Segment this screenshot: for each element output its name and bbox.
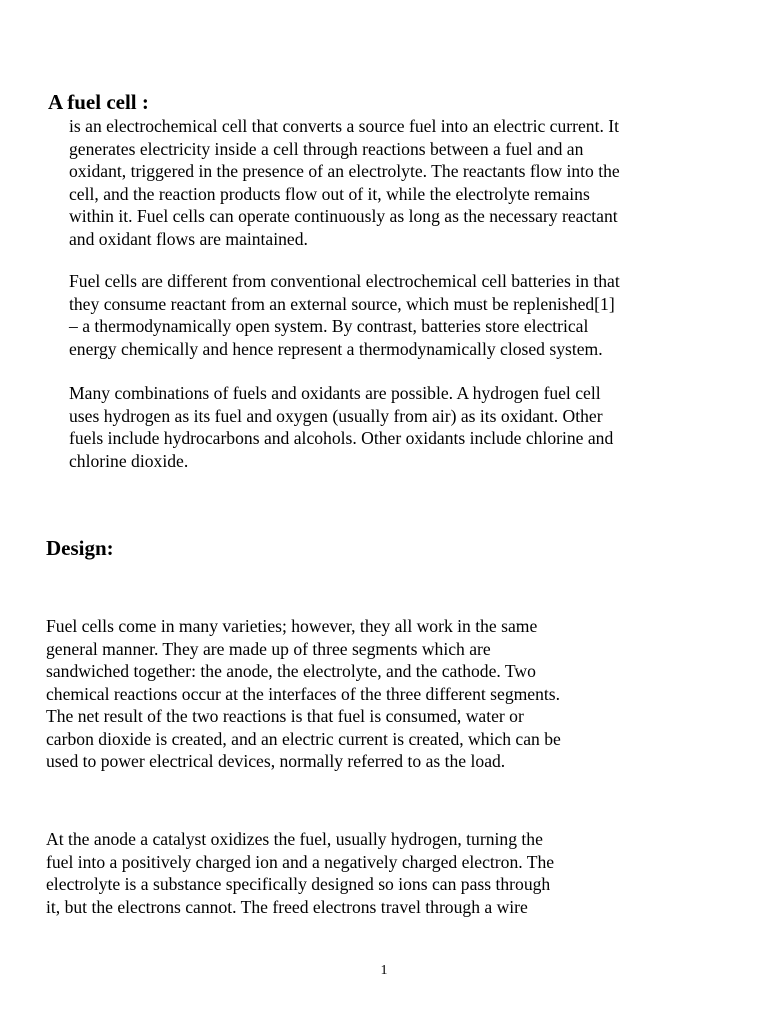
text-line: sandwiched together: the anode, the electrolyte, and the cathode. Two: [46, 661, 536, 681]
section-heading-design: Design:: [46, 536, 114, 560]
paragraph-comparison: [69, 270, 741, 360]
paragraph-anode: [46, 828, 686, 918]
text-line: cell, and the reaction products flow out of it, while the electrolyte remains: [69, 183, 590, 204]
paragraph-design-overview: [46, 615, 686, 773]
text-line: it, but the electrons cannot. The freed electrons travel through a wire: [46, 896, 528, 917]
text-line: The net result of the two reactions is that fuel is consumed, water or: [46, 706, 524, 726]
text-line: electrolyte is a substance specifically designed so ions can pass through: [46, 874, 551, 894]
text-line: oxidant, triggered in the presence of an electrolyte. The reactants flow into the: [69, 161, 620, 181]
text-line: At the anode a catalyst oxidizes the fuel, usually hydrogen, turning the: [46, 829, 543, 849]
text-line: Fuel cells come in many varieties; however, they all work in the same: [46, 616, 538, 636]
section-heading-fuel-cell: A fuel cell :: [48, 90, 149, 114]
text-line: fuel into a positively charged ion and a negatively charged electron. The: [46, 851, 555, 872]
paragraph-fuel-combinations: [69, 382, 741, 472]
text-line: – a thermodynamically open system. By contrast, batteries store electrical: [69, 316, 589, 336]
text-line: Many combinations of fuels and oxidants are possible. A hydrogen fuel cell: [69, 383, 601, 403]
text-line: within it. Fuel cells can operate continuously as long as the necessary reactant: [69, 206, 618, 226]
text-line: carbon dioxide is created, and an electric current is created, which can be: [46, 728, 561, 749]
text-line: chemical reactions occur at the interfaces of the three different segments.: [46, 683, 561, 704]
text-line: generates electricity inside a cell through reactions between a fuel and an: [69, 138, 584, 159]
text-line: used to power electrical devices, normally referred to as the load.: [46, 751, 506, 771]
text-line: energy chemically and hence represent a thermodynamically closed system.: [69, 338, 603, 359]
page-number: 1: [380, 963, 388, 978]
text-line: they consume reactant from an external source, which must be replenished[1]: [69, 293, 615, 314]
text-line: uses hydrogen as its fuel and oxygen (usually from air) as its oxidant. Other: [69, 405, 603, 426]
text-line: general manner. They are made up of three segments which are: [46, 638, 491, 659]
text-line: fuels include hydrocarbons and alcohols. Other oxidants include chlorine and: [69, 428, 614, 448]
text-line: Fuel cells are different from conventional electrochemical cell batteries in that: [69, 271, 620, 291]
text-line: is an electrochemical cell that converts a source fuel into an electric current. It: [69, 116, 620, 136]
paragraph-definition: [69, 115, 741, 250]
text-line: chlorine dioxide.: [69, 450, 189, 471]
text-line: and oxidant flows are maintained.: [69, 228, 308, 249]
